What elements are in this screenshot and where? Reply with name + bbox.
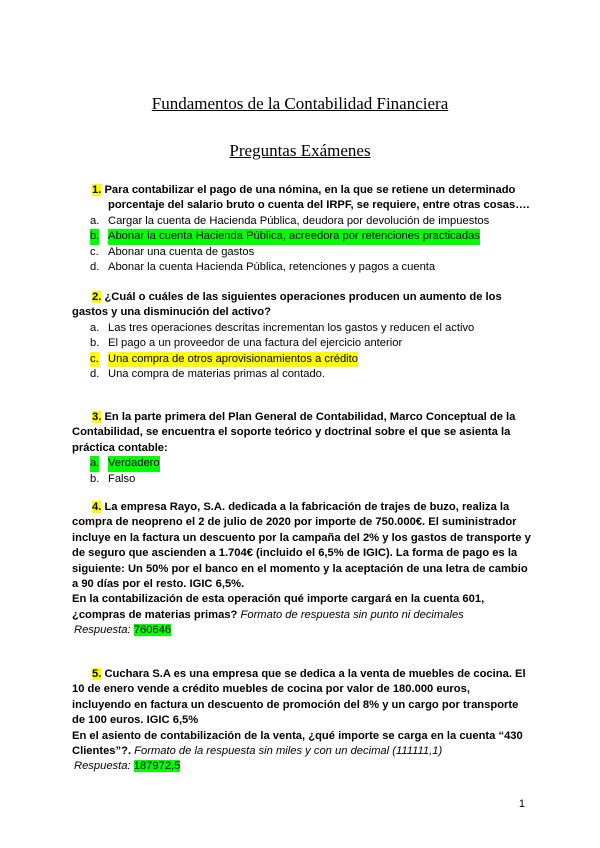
stem-line: incluyendo en factura un descuento de promoción del 8% y un cargo por transporte [72, 698, 519, 711]
option-d[interactable]: d. Abonar la cuenta Hacienda Pública, retenciones y pagos a cuenta [90, 260, 436, 273]
question-2 [72, 290, 532, 382]
option-b[interactable]: b. El pago a un proveedor de una factura del ejercicio anterior [90, 337, 403, 350]
page-number: 1 [518, 798, 525, 810]
answer-row: Respuesta: 760646 [74, 624, 172, 637]
answer-value[interactable]: 187972,5 [133, 760, 181, 773]
stem-line: incluye en la factura un descuento por la campaña del 2% y los gastos de transporte y [72, 531, 531, 544]
question-5 [72, 667, 532, 775]
option-b[interactable]: b. Abonar la cuenta Hacienda Pública, acreedora por retenciones practicadas [72, 229, 532, 244]
option-a[interactable]: a. Cargar la cuenta de Hacienda Pública, deudora por devolución de impuestos [90, 214, 490, 227]
stem-line: Cuchara S.A es una empresa que se dedica a la venta de muebles de cocina. El [104, 668, 526, 680]
option-c[interactable]: c. Abonar una cuenta de gastos [90, 245, 255, 258]
stem-line: a 90 días por el resto. IGIC 6,5%. [72, 578, 245, 591]
question-number: 1. [92, 184, 102, 196]
document-title: Fundamentos de la Contabilidad Financiera [151, 94, 449, 113]
format-note: Formato de la respuesta sin miles y con un decimal (111111,1) [134, 745, 443, 758]
question-number: 3. [92, 411, 102, 423]
stem-line: Para contabilizar el pago de una nómina, en la que se retiene un determinado [104, 184, 516, 196]
stem-line: siguiente: Un 50% por el banco en el momento y la aceptación de una letra de cambio [72, 562, 528, 575]
stem-line: Clientes”?. [72, 745, 132, 758]
stem-line: En el asiento de contabilización de la venta, ¿qué importe se carga en la cuenta “430 [72, 729, 523, 742]
stem-line: de seguro que ascienden a 1.704€ (incluido el 6,5% de IGIC). La forma de pago es la [72, 547, 518, 560]
option-d[interactable]: d. Una compra de materias primas al contado. [90, 367, 326, 380]
question-3 [72, 410, 532, 487]
question-stem [72, 410, 532, 425]
question-last-line [72, 744, 532, 759]
stem-line: Contabilidad, se encuentra el soporte teórico y doctrinal sobre el que se asienta la [72, 426, 511, 439]
stem-line: compra de neopreno el 2 de julio de 2020 por importe de 750.000€. El suministrador [72, 516, 517, 529]
answer-label: Respuesta [74, 760, 128, 773]
section-title: Preguntas Exámenes [229, 141, 371, 160]
format-note: Formato de respuesta sin punto ni decimales [240, 608, 464, 621]
question-stem [72, 500, 532, 515]
stem-line: porcentaje del salario bruto o cuenta del IRPF, se requiere, entre otras cosas…. [108, 199, 530, 212]
question-stem [72, 183, 532, 198]
question-stem [72, 667, 532, 682]
answer-label: Respuesta [74, 624, 128, 637]
question-number: 4. [92, 501, 102, 513]
options-list [72, 214, 532, 276]
option-a[interactable]: a. Las tres operaciones descritas incrementan los gastos y reducen el activo [90, 321, 475, 334]
option-b[interactable]: b. Falso [90, 472, 136, 485]
stem-line: En la contabilización de esta operación qué importe cargará en la cuenta 601, [72, 593, 485, 606]
stem-line: práctica contable: [72, 441, 168, 454]
question-last-line [72, 608, 532, 623]
stem-line: ¿compras de materias primas? [72, 608, 238, 621]
question-stem [72, 290, 532, 305]
options-list [72, 456, 532, 487]
options-list [72, 321, 532, 383]
question-4 [72, 500, 532, 639]
stem-line: En la parte primera del Plan General de Contabilidad, Marco Conceptual de la [104, 411, 516, 423]
option-c[interactable]: c. Una compra de otros aprovisionamientos a crédito [72, 352, 532, 367]
question-number: 5. [92, 668, 102, 680]
stem-line: ¿Cuál o cuáles de las siguientes operaciones producen un aumento de los [104, 291, 502, 303]
option-a[interactable]: a. Verdadero [72, 456, 532, 471]
answer-row: Respuesta: 187972,5 [74, 760, 181, 773]
question-number: 2. [92, 291, 102, 303]
stem-line: gastos y una disminución del activo? [72, 306, 271, 319]
stem-line: de 100 euros. IGIC 6,5% [72, 714, 199, 727]
question-1 [72, 183, 532, 275]
stem-line: 10 de enero vende a crédito muebles de cocina por valor de 180.000 euros, [72, 683, 470, 696]
answer-value[interactable]: 760646 [133, 624, 172, 637]
stem-line: La empresa Rayo, S.A. dedicada a la fabricación de trajes de buzo, realiza la [104, 501, 510, 513]
